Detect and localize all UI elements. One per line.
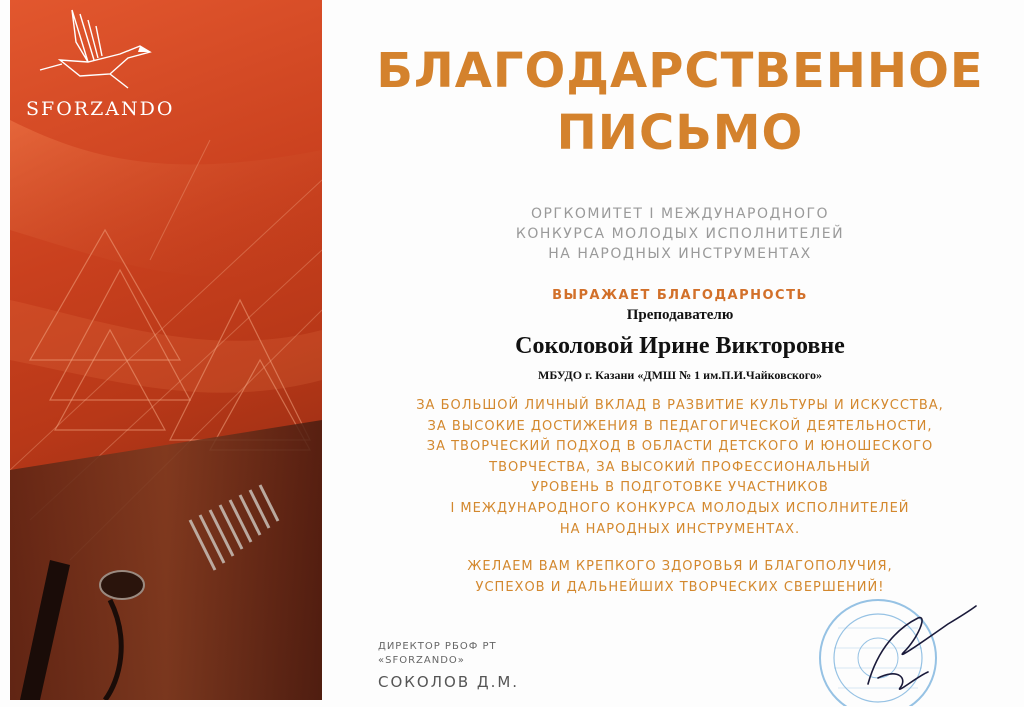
director-position-line: ДИРЕКТОР РБОФ РТ [378, 641, 497, 652]
document-title-line-2: ПИСЬМО [556, 105, 804, 161]
wish-line: ЖЕЛАЕМ ВАМ КРЕПКОГО ЗДОРОВЬЯ И БЛАГОПОЛУЧИЯ, [467, 559, 893, 574]
reason-line: ТВОРЧЕСТВА, ЗА ВЫСОКИЙ ПРОФЕССИОНАЛЬНЫЙ [489, 459, 871, 475]
reason-line: ЗА ВЫСОКИЕ ДОСТИЖЕНИЯ В ПЕДАГОГИЧЕСКОЙ ДЕЯТЕЛЬНОСТИ, [427, 418, 933, 434]
wish-line: УСПЕХОВ И ДАЛЬНЕЙШИХ ТВОРЧЕСКИХ СВЕРШЕНИЙ! [475, 579, 885, 595]
recipient-role: Преподавателю [626, 307, 734, 323]
reason-line: УРОВЕНЬ В ПОДГОТОВКЕ УЧАСТНИКОВ [531, 480, 829, 496]
organizer-line: НА НАРОДНЫХ ИНСТРУМЕНТАХ [548, 246, 812, 262]
reason-line: I МЕЖДУНАРОДНОГО КОНКУРСА МОЛОДЫХ ИСПОЛНИТЕЛЕЙ [450, 500, 910, 516]
reason-line: НА НАРОДНЫХ ИНСТРУМЕНТАХ. [559, 521, 801, 537]
recipient-school: МБУДО г. Казани «ДМШ № 1 им.П.И.Чайковского» [538, 368, 822, 382]
director-name: СОКОЛОВ Д.М. [378, 673, 520, 691]
recipient-name: Соколовой Ирине Викторовне [515, 333, 845, 359]
thanks-heading: ВЫРАЖАЕТ БЛАГОДАРНОСТЬ [552, 288, 808, 303]
official-stamp-icon [808, 588, 988, 706]
director-title [378, 640, 497, 668]
organizer-line: ОРГКОМИТЕТ I МЕЖДУНАРОДНОГО [530, 206, 830, 222]
organizer-block [420, 204, 940, 264]
document-title-line-1: БЛАГОДАРСТВЕННОЕ [376, 43, 984, 99]
decorative-panel [10, 0, 322, 700]
director-position-line: «SFORZANDO» [378, 655, 465, 666]
logo-text: SFORZANDO [26, 98, 175, 120]
reasons-block [380, 396, 980, 540]
reason-line: ЗА БОЛЬШОЙ ЛИЧНЫЙ ВКЛАД В РАЗВИТИЕ КУЛЬТУРЫ И ИСКУССТВА, [416, 398, 944, 413]
organizer-line: КОНКУРСА МОЛОДЫХ ИСПОЛНИТЕЛЕЙ [515, 226, 845, 242]
reason-line: ЗА ТВОРЧЕСКИЙ ПОДХОД В ОБЛАСТИ ДЕТСКОГО И ЮНОШЕСКОГО [426, 439, 934, 455]
